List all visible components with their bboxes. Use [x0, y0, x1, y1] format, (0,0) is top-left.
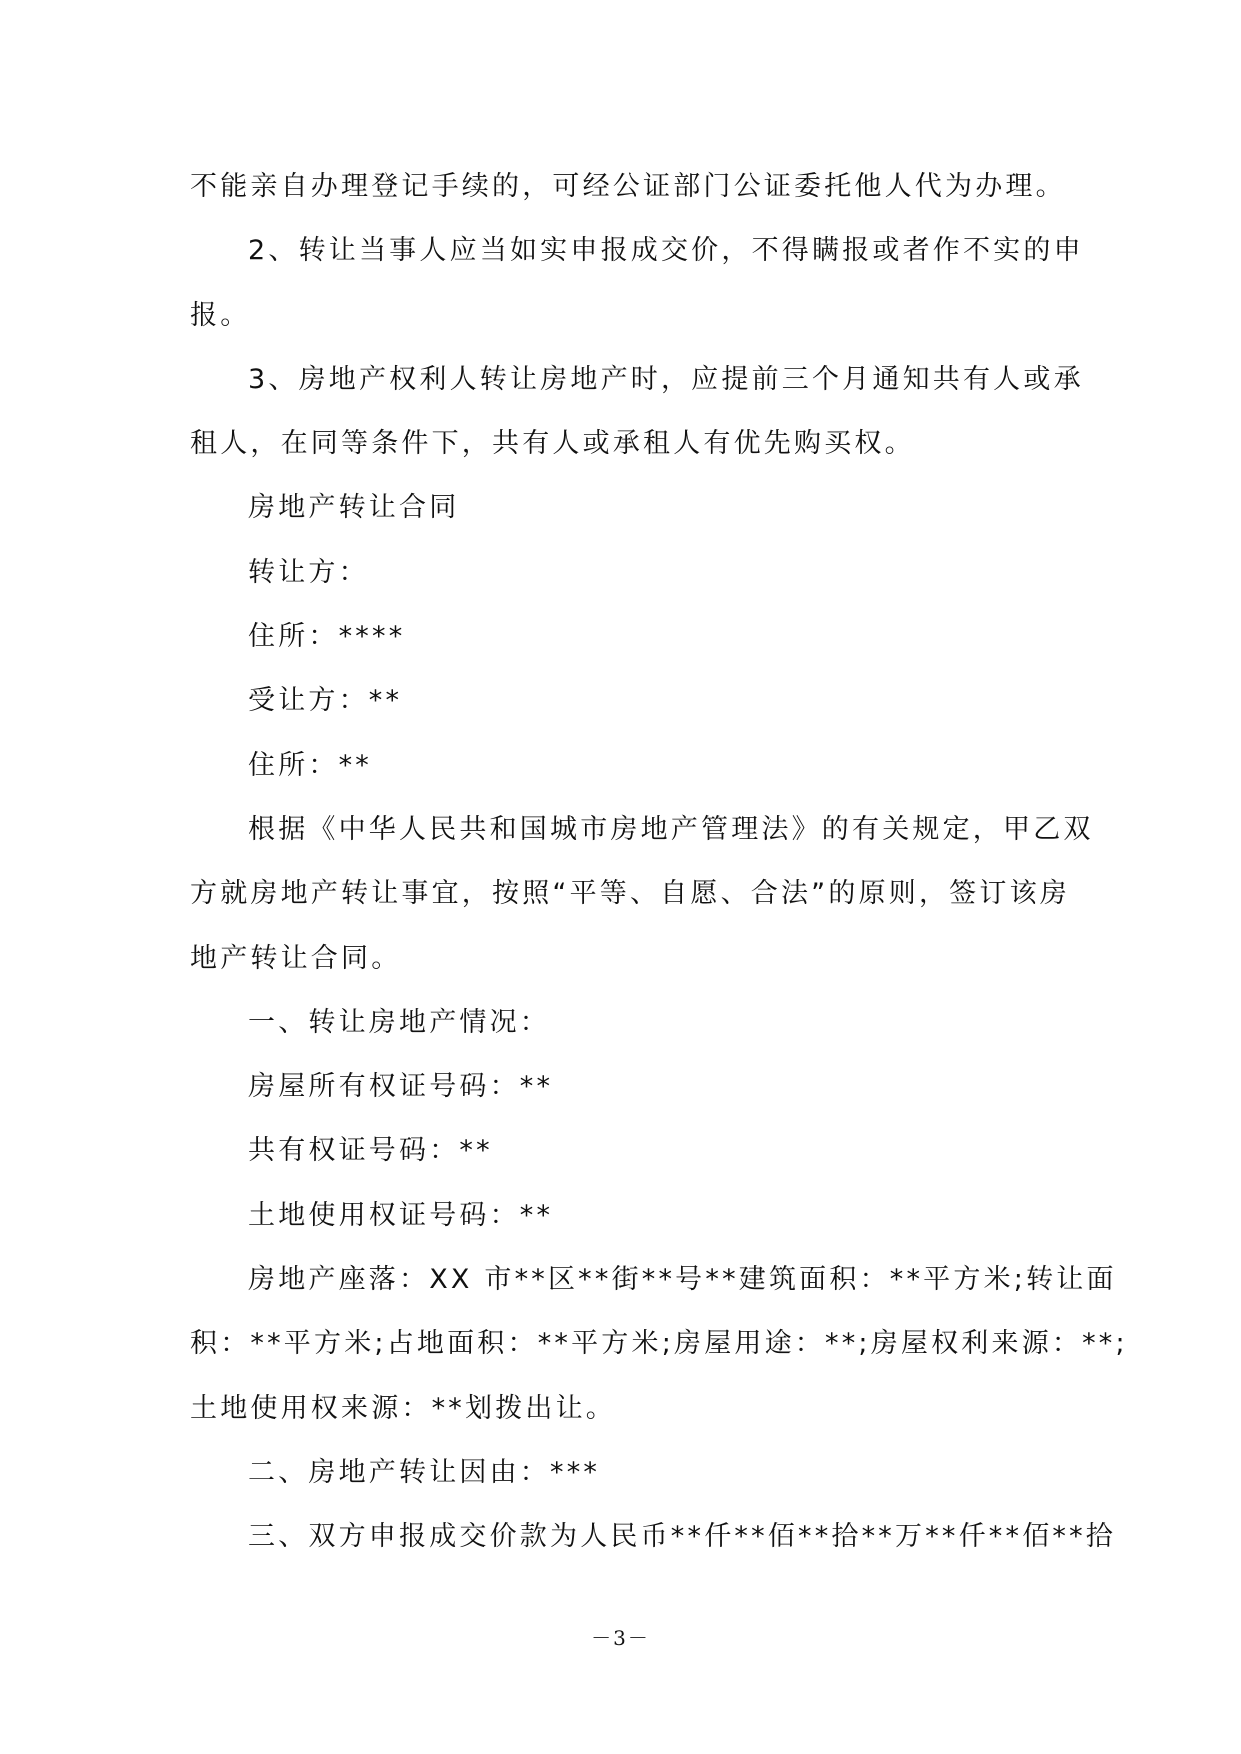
- section-heading: 二、房地产转让因由：***: [248, 1456, 601, 1488]
- paragraph-line: 2、转让当事人应当如实申报成交价，不得瞒报或者作不实的申: [248, 235, 1084, 267]
- page-number: －3－: [591, 1626, 650, 1650]
- paragraph-line: 房地产座落：XX 市**区**街**号**建筑面积：**平方米;转让面: [248, 1264, 1117, 1296]
- contract-title: 房地产转让合同: [248, 492, 460, 524]
- transferor-address: 住所：****: [248, 621, 406, 653]
- paragraph-line: 方就房地产转让事宜，按照“平等、自愿、合法”的原则，签订该房: [190, 878, 1070, 910]
- paragraph-line: 租人，在同等条件下，共有人或承租人有优先购买权。: [190, 428, 915, 460]
- transferee-label: 受让方：**: [248, 685, 403, 717]
- transferee-address: 住所：**: [248, 749, 372, 781]
- paragraph-line: 积：**平方米;占地面积：**平方米;房屋用途：**;房屋权利来源：**;: [190, 1328, 1128, 1360]
- paragraph-line: 地产转让合同。: [190, 942, 402, 974]
- document-body: [190, 155, 1128, 1570]
- paragraph-line: 不能亲自办理登记手续的，可经公证部门公证委托他人代为办理。: [190, 171, 1066, 202]
- section-heading: 三、双方申报成交价款为人民币**仟**佰**拾**万**仟**佰**拾: [248, 1521, 1116, 1553]
- paragraph-line: 报。: [190, 299, 251, 331]
- paragraph-line: 根据《中华人民共和国城市房地产管理法》的有关规定，甲乙双: [248, 813, 1094, 845]
- paragraph-line: 土地使用权来源：**划拨出让。: [190, 1392, 616, 1424]
- field-line: 房屋所有权证号码：**: [248, 1071, 554, 1103]
- section-heading: 一、转让房地产情况：: [248, 1006, 550, 1038]
- paragraph-line: 3、房地产权利人转让房地产时，应提前三个月通知共有人或承: [248, 363, 1084, 395]
- field-line: 土地使用权证号码：**: [248, 1199, 554, 1231]
- transferor-label: 转让方：: [248, 556, 369, 588]
- field-line: 共有权证号码：**: [248, 1135, 493, 1167]
